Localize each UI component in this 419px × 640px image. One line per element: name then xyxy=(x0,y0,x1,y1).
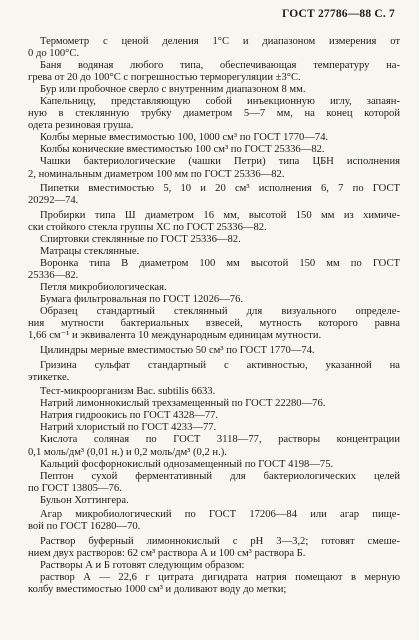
text-line: Натрий лимоннокислый трехзамещенный по ГОСТ 22280—76. xyxy=(40,398,326,410)
text-line: 0 до 100°С. xyxy=(28,48,80,60)
text-line: грева от 20 до 100°С с погрешностью терморегуляции ±3°С. xyxy=(28,72,301,84)
text-line: 0,1 моль/дм³ (0,01 н.) и 0,2 моль/дм³ (0,2 н.). xyxy=(28,446,227,458)
page-header: ГОСТ 27786—88 С. 7 xyxy=(282,8,395,20)
text-line: Термометр с ценой деления 1°С и диапазоном измерения от xyxy=(40,36,400,47)
text-line: Матрацы стеклянные. xyxy=(40,245,140,257)
text-line: Натрий хлористый по ГОСТ 4233—77. xyxy=(40,422,217,434)
text-line: 2, номинальным диаметром 100 мм по ГОСТ 25336—82. xyxy=(28,168,285,180)
text-line: колбу вместимостью 1000 см³ и доливают воду до метки; xyxy=(28,584,287,596)
text-line: Бумага фильтровальная по ГОСТ 12026—76. xyxy=(40,294,244,306)
text-line: Воронка типа В диаметром 100 мм высотой 150 мм по ГОСТ xyxy=(40,258,400,270)
document-body xyxy=(28,36,400,596)
text-line: Пептон сухой ферментативный для бактериологических целей xyxy=(40,470,400,482)
text-line: Спиртовки стеклянные по ГОСТ 25336—82. xyxy=(40,233,241,245)
text-line: вой по ГОСТ 16280—70. xyxy=(28,521,141,533)
text-line: нием двух растворов: 62 см³ раствора А и 100 см³ раствора Б. xyxy=(28,548,306,560)
text-line: Тест-микроорганизм Bac. subtilis 6633. xyxy=(40,386,216,398)
text-line: Пробирки типа Ш диаметром 16 мм, высотой 150 мм из химиче- xyxy=(40,209,400,221)
text-line: Колбы мерные вместимостью 100, 1000 см³ по ГОСТ 1770—74. xyxy=(40,132,329,144)
text-line: Кислота соляная по ГОСТ 3118—77, растворы концентрации xyxy=(40,434,400,446)
text-line: Пипетки вместимостью 5, 10 и 20 см³ исполнения 6, 7 по ГОСТ xyxy=(40,183,400,195)
text-line: этикетке. xyxy=(28,371,70,383)
text-line: Чашки бактериологические (чашки Петри) типа ЦБН исполнения xyxy=(40,156,400,168)
text-line: Образец стандартный стеклянный для визуального определе- xyxy=(40,306,400,318)
text-line: ски стойкого стекла группы ХС по ГОСТ 25336—82. xyxy=(28,221,267,233)
text-line: Раствор буферный лимоннокислый с рН 3—3,2; готовят смеше- xyxy=(40,536,400,548)
text-line: Агар микробиологический по ГОСТ 17206—84 или агар пище- xyxy=(40,509,400,521)
text-line: Бур или пробочное сверло с внутренним диапазоном 8 мм. xyxy=(40,84,306,96)
text-line: раствор А — 22,6 г цитрата дигидрата натрия помещают в мерную xyxy=(40,572,400,584)
text-line: 1,66 см⁻¹ и эквивалента 10 международным единицам мутности. xyxy=(28,330,322,342)
text-line: одета резиновая груша. xyxy=(28,120,134,132)
text-line: Бульон Хоттингера. xyxy=(40,494,129,506)
text-line: Цилиндры мерные вместимостью 50 см³ по ГОСТ 1770—74. xyxy=(40,344,315,356)
text-line: Растворы А и Б готовят следующим образом: xyxy=(40,560,245,572)
text-line: по ГОСТ 13805—76. xyxy=(28,482,122,494)
text-line: ния мутности бактериальных взвесей, мутность которого равна xyxy=(28,318,400,330)
text-line: Петля микробиологическая. xyxy=(40,282,167,294)
text-line: 25336—82. xyxy=(28,270,79,282)
text-line: Натрия гидроокись по ГОСТ 4328—77. xyxy=(40,410,219,422)
text-line: Гризина сульфат стандартный с активностью, указанной на xyxy=(40,359,400,371)
text-line: Капельницу, представляющую собой инъекционную иглу, запаян- xyxy=(40,96,400,108)
text-line: ную в стеклянную трубку диаметром 5—7 мм, на конец которой xyxy=(28,108,400,120)
text-line: Баня водяная любого типа, обеспечивающая температуру на- xyxy=(40,60,400,72)
text-line: Кальций фосфорнокислый однозамещенный по ГОСТ 4198—75. xyxy=(40,458,334,470)
text-line: Колбы конические вместимостью 100 см³ по ГОСТ 25336—82. xyxy=(40,144,325,156)
text-line: 20292—74. xyxy=(28,195,79,207)
